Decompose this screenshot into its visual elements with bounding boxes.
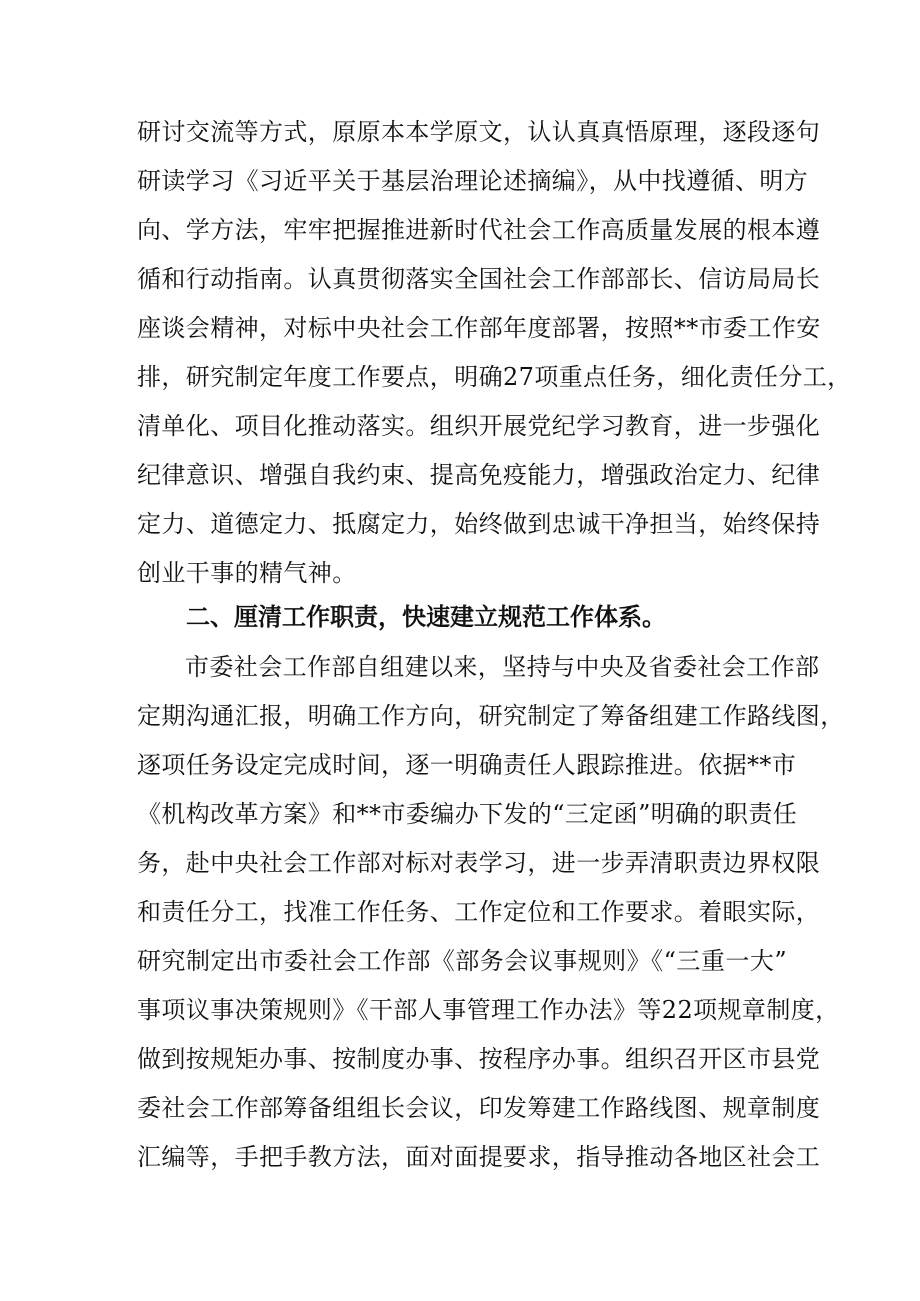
paragraph-line: 向、学方法，牢牢把握推进新时代社会工作高质量发展的根本遵	[137, 216, 821, 244]
paragraph-study	[137, 108, 852, 598]
paragraph-line: 定期沟通汇报，明确工作方向，研究制定了筹备组建工作路线图，	[137, 702, 845, 730]
paragraph-line: 《机构改革方案》和**市委编办下发的“三定函”明确的职责任	[137, 800, 798, 828]
paragraph-line: 座谈会精神，对标中央社会工作部年度部署，按照**市委工作安	[137, 314, 821, 342]
paragraph-line: 和责任分工，找准工作任务、工作定位和工作要求。着眼实际，	[137, 898, 821, 926]
paragraph-line: 事项议事决策规则》《干部人事管理工作办法》等22项规章制度，	[137, 996, 840, 1024]
paragraph-line: 做到按规矩办事、按制度办事、按程序办事。组织召开区市县党	[137, 1045, 821, 1073]
paragraph-line: 创业干事的精气神。	[137, 559, 357, 587]
paragraph-line: 纪律意识、增强自我约束、提高免疫能力，增强政治定力、纪律	[137, 461, 821, 489]
paragraph-line: 逐项任务设定完成时间，逐一明确责任人跟踪推进。依据**市	[137, 751, 797, 779]
section-heading: 二、厘清工作职责，快速建立规范工作体系。	[186, 603, 666, 631]
paragraph-line: 定力、道德定力、抵腐定力，始终做到忠诚干净担当，始终保持	[137, 510, 821, 538]
paragraph-line: 研读学习《习近平关于基层治理论述摘编》，从中找遵循、明方	[137, 167, 809, 195]
paragraph-line: 排，研究制定年度工作要点，明确27项重点任务，细化责任分工，	[137, 363, 852, 391]
paragraph-line: 研究制定出市委社会工作部《部务会议事规则》《“三重一大”	[137, 947, 787, 975]
paragraph-line: 研讨交流等方式，原原本本学原文，认认真真悟原理，逐段逐句	[137, 118, 821, 146]
paragraph-line: 循和行动指南。认真贯彻落实全国社会工作部部长、信访局局长	[137, 265, 821, 293]
paragraph-line: 清单化、项目化推动落实。组织开展党纪学习教育，进一步强化	[137, 412, 821, 440]
paragraph-line: 市委社会工作部自组建以来，坚持与中央及省委社会工作部	[185, 653, 820, 681]
paragraph-line: 汇编等，手把手教方法，面对面提要求，指导推动各地区社会工	[137, 1143, 821, 1171]
paragraph-duties	[137, 643, 845, 1182]
paragraph-line: 委社会工作部筹备组组长会议，印发筹建工作路线图、规章制度	[137, 1094, 821, 1122]
paragraph-line: 务，赴中央社会工作部对标对表学习，进一步弄清职责边界权限	[137, 849, 821, 877]
